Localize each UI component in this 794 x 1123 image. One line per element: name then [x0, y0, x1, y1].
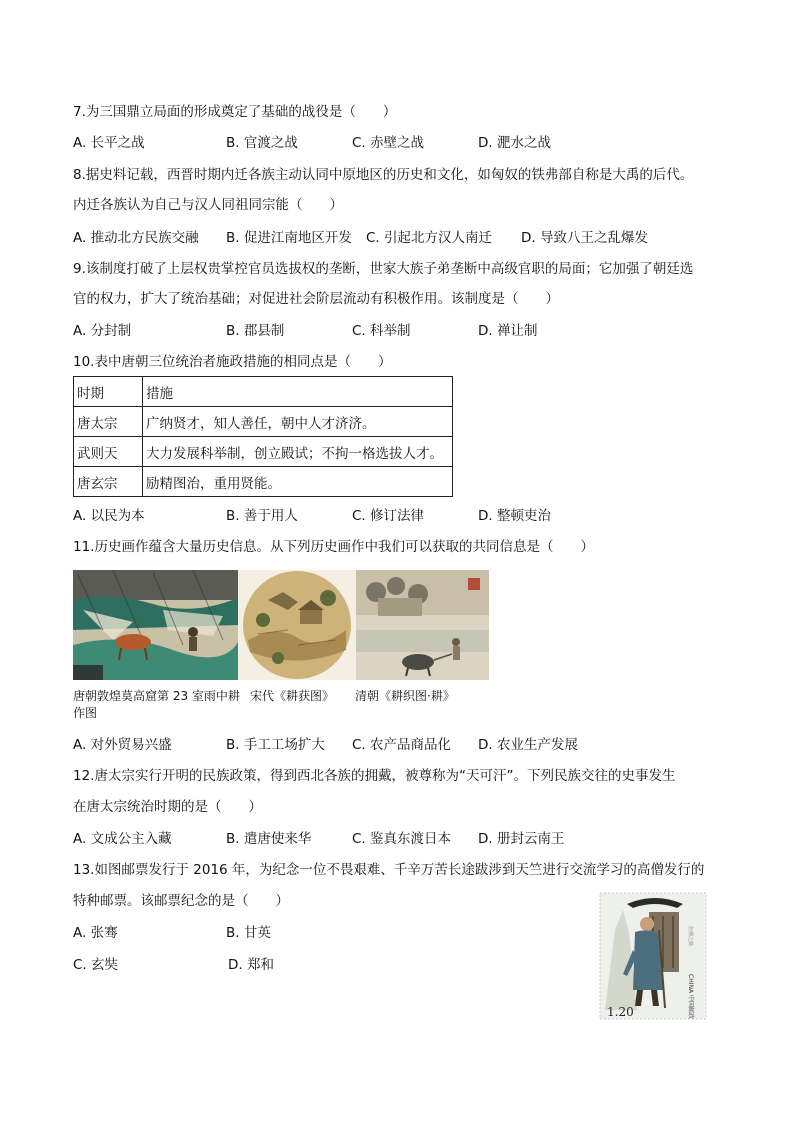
q13-option-b: B. 甘英: [226, 925, 271, 941]
table-cell: 武则天: [74, 437, 143, 467]
q9-stem-line2: 官的权力，扩大了统治基础；对促进社会阶层流动有积极作用。该制度是（ ）: [73, 291, 559, 307]
q12-option-b: B. 遣唐使来华: [226, 831, 312, 847]
table-header-cell: 措施: [143, 377, 453, 407]
caption-dunhuang-line1: 唐朝敦煌莫高窟第 23 室雨中耕: [73, 689, 240, 703]
q8-option-d: D. 导致八王之乱爆发: [521, 230, 648, 246]
q7-option-c: C. 赤壁之战: [352, 135, 425, 151]
q8-option-a: A. 推动北方民族交融: [73, 230, 199, 246]
q10-option-a: A. 以民为本: [73, 508, 145, 524]
q11-option-b: B. 手工工场扩大: [226, 737, 325, 753]
q8-option-b: B. 促进江南地区开发: [226, 230, 352, 246]
q7-option-a: A. 长平之战: [73, 135, 145, 151]
table-row: [74, 407, 453, 437]
table-header-cell: 时期: [74, 377, 143, 407]
q7-stem: 7.为三国鼎立局面的形成奠定了基础的战役是（ ）: [73, 104, 397, 120]
q9-option-d: D. 禅让制: [478, 323, 538, 339]
q13-option-d: D. 郑和: [228, 957, 274, 973]
svg-text:丝绸之路: 丝绸之路: [687, 926, 693, 947]
q10-option-b: B. 善于用人: [226, 508, 298, 524]
q12-stem-line2: 在唐太宗统治时期的是（ ）: [73, 799, 262, 815]
q12-stem-line1: 12.唐太宗实行开明的民族政策，得到西北各族的拥戴，被尊称为“天可汗”。下列民族交往的史事发生: [73, 768, 676, 784]
qing-painting-image: [356, 570, 489, 680]
q11-stem: 11.历史画作蕴含大量历史信息。从下列历史画作中我们可以获取的共同信息是（ ）: [73, 539, 594, 555]
q10-table: [73, 376, 453, 497]
q10-option-c: C. 修订法律: [352, 508, 425, 524]
q12-option-c: C. 鉴真东渡日本: [352, 831, 452, 847]
q9-option-b: B. 郡县制: [226, 323, 285, 339]
q12-option-d: D. 册封云南王: [478, 831, 565, 847]
q13-option-c: C. 玄奘: [73, 957, 119, 973]
q8-stem-line2: 内迁各族认为自己与汉人同祖同宗能（ ）: [73, 197, 343, 213]
table-row: [74, 437, 453, 467]
q9-option-a: A. 分封制: [73, 323, 132, 339]
q7-option-b: B. 官渡之战: [226, 135, 298, 151]
caption-qing: 清朝《耕织图·耕》: [355, 689, 455, 703]
q11-option-a: A. 对外贸易兴盛: [73, 737, 172, 753]
table-header-row: [74, 377, 453, 407]
q7-option-d: D. 淝水之战: [478, 135, 551, 151]
table-cell: 大力发展科举制，创立殿试；不拘一格选拔人才。: [143, 437, 453, 467]
q8-option-c: C. 引起北方汉人南迁: [366, 230, 493, 246]
q13-option-a: A. 张骞: [73, 925, 118, 941]
q9-option-c: C. 科举制: [352, 323, 411, 339]
q13-stem-line1: 13.如图邮票发行于 2016 年，为纪念一位不畏艰难、千辛万苦长途跋涉到天竺进行交流学习的高僧发行的: [73, 862, 705, 878]
q11-option-d: D. 农业生产发展: [478, 737, 578, 753]
q12-option-a: A. 文成公主入藏: [73, 831, 172, 847]
table-row: [74, 467, 453, 497]
q8-stem-line1: 8.据史料记载，西晋时期内迁各族主动认同中原地区的历史和文化，如匈奴的铁弗部自称是大禹的后代。: [73, 167, 694, 183]
q10-option-d: D. 整顿吏治: [478, 508, 551, 524]
table-cell: 唐太宗: [74, 407, 143, 437]
q13-stem-line2: 特种邮票。该邮票纪念的是（ ）: [73, 893, 289, 909]
q11-option-c: C. 农产品商品化: [352, 737, 452, 753]
table-cell: 广纳贤才，知人善任，朝中人才济济。: [143, 407, 453, 437]
table-cell: 唐玄宗: [74, 467, 143, 497]
stamp-denomination: 1.20: [607, 1005, 634, 1019]
table-cell: 励精图治，重用贤能。: [143, 467, 453, 497]
song-painting-image: [238, 570, 356, 680]
q10-stem: 10.表中唐朝三位统治者施政措施的相同点是（ ）: [73, 354, 392, 370]
q9-stem-line1: 9.该制度打破了上层权贵掌控官员选拔权的垄断，世家大族子弟垄断中高级官职的局面；它加强了朝廷选: [73, 261, 694, 277]
caption-song: 宋代《耕获图》: [250, 689, 335, 703]
stamp-country: CHINA 中国邮政: [687, 974, 694, 1019]
xuanzang-stamp-image: [597, 890, 709, 1022]
caption-dunhuang-line2: 作图: [73, 706, 98, 720]
dunhuang-mural-image: [73, 570, 238, 680]
